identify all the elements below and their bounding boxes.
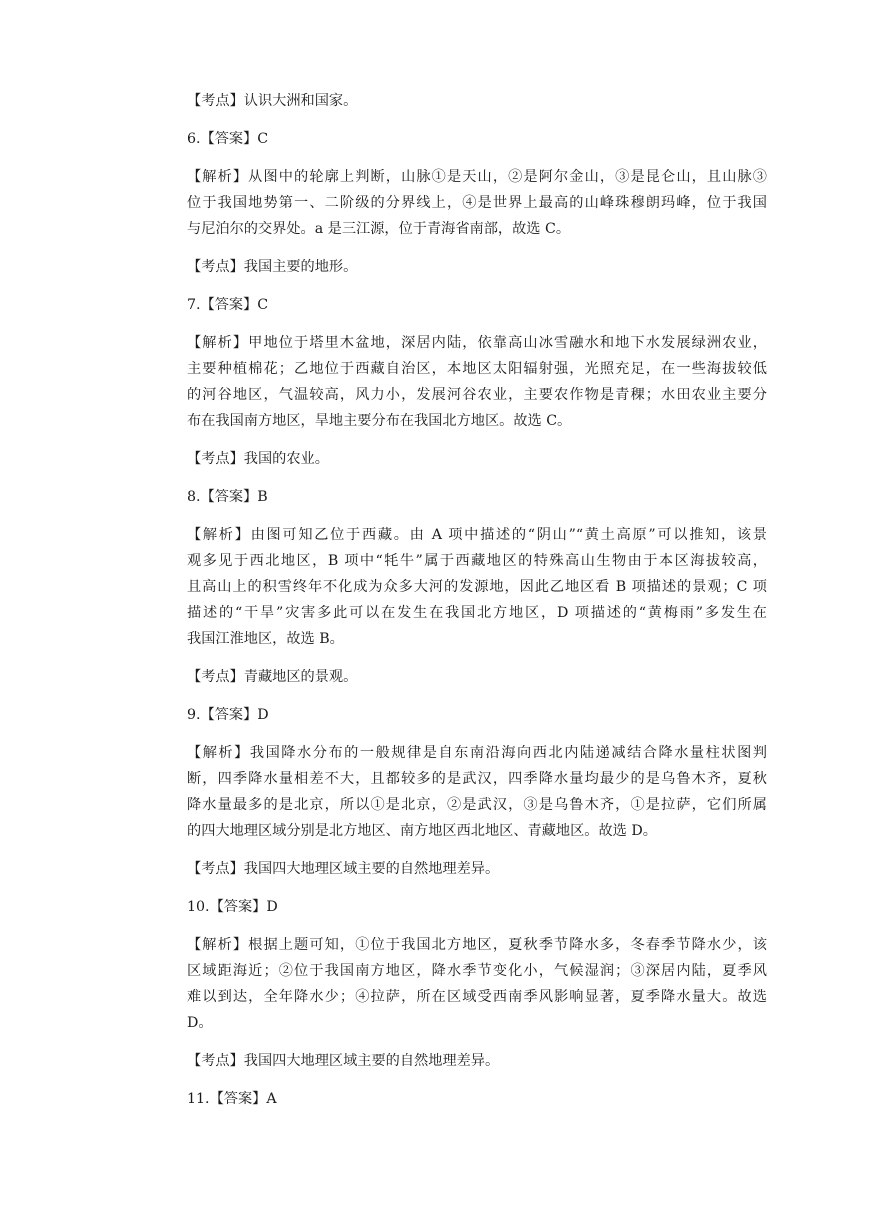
answer-heading: 11.【答案】A [187,1091,277,1107]
answer-heading: 6.【答案】C [187,131,269,147]
answer-heading: 9.【答案】D [187,707,269,723]
text-line: 观多见于西北地区，B 项中“牦牛”属于西藏地区的特殊高山生物由于本区海拔较高， [187,553,767,569]
answer-heading: 10.【答案】D [187,899,278,915]
text-line: 【考点】认识大洲和国家。 [187,93,358,109]
document-body [187,88,767,1112]
text-line: 我国江淮地区，故选 B。 [187,631,344,647]
text-line: 描述的“干旱”灾害多此可以在发生在我国北方地区，D 项描述的“黄梅雨”多发生在 [187,605,767,621]
text-line: 且高山上的积雪终年不化成为众多大河的发源地，因此乙地区看 B 项描述的景观；C 项 [187,579,767,595]
answer-heading: 7.【答案】C [187,297,269,313]
text-line: 【考点】我国主要的地形。 [187,259,358,275]
answer-heading: 8.【答案】B [187,489,268,505]
text-line: 【解析】根据上题可知，①位于我国北方地区，夏秋季节降水多，冬春季节降水少，该 [187,937,767,953]
text-line: 降水量最多的是北京，所以①是北京，②是武汉，③是乌鲁木齐，①是拉萨，它们所属 [187,797,767,813]
text-line: D。 [187,1015,213,1031]
text-line: 【考点】我国的农业。 [187,451,329,467]
text-line: 【考点】青藏地区的景观。 [187,669,358,685]
text-line: 与尼泊尔的交界处。a 是三江源，位于青海省南部，故选 C。 [187,221,571,237]
text-line: 【解析】我国降水分布的一般规律是自东南沿海向西北内陆递减结合降水量柱状图判 [187,745,767,761]
text-line: 区域距海近；②位于我国南方地区，降水季节变化小，气候湿润；③深居内陆，夏季风 [187,963,767,979]
text-line: 【解析】由图可知乙位于西藏。由 A 项中描述的“阴山”“黄土高原”可以推知，该景 [187,527,767,543]
text-line: 布在我国南方地区，旱地主要分布在我国北方地区。故选 C。 [187,413,572,429]
text-line: 位于我国地势第一、二阶级的分界线上，④是世界上最高的山峰珠穆朗玛峰，位于我国 [187,195,767,211]
text-line: 【考点】我国四大地理区域主要的自然地理差异。 [187,1053,500,1069]
text-line: 的河谷地区，气温较高，风力小，发展河谷农业，主要农作物是青稞；水田农业主要分 [187,387,767,403]
text-line: 【考点】我国四大地理区域主要的自然地理差异。 [187,861,500,877]
text-line: 的四大地理区域分别是北方地区、南方地区西北地区、青藏地区。故选 D。 [187,823,657,839]
text-line: 【解析】从图中的轮廓上判断，山脉①是天山，②是阿尔金山，③是昆仑山，且山脉③ [187,169,767,185]
text-line: 断，四季降水量相差不大，且都较多的是武汉，四季降水量均最少的是乌鲁木齐，夏秋 [187,771,767,787]
text-line: 主要种植棉花；乙地位于西藏自治区，本地区太阳辐射强，光照充足，在一些海拔较低 [187,361,767,377]
text-line: 【解析】甲地位于塔里木盆地，深居内陆，依靠高山冰雪融水和地下水发展绿洲农业， [187,335,767,351]
text-line: 难以到达，全年降水少；④拉萨，所在区域受西南季风影响显著，夏季降水量大。故选 [187,989,767,1005]
